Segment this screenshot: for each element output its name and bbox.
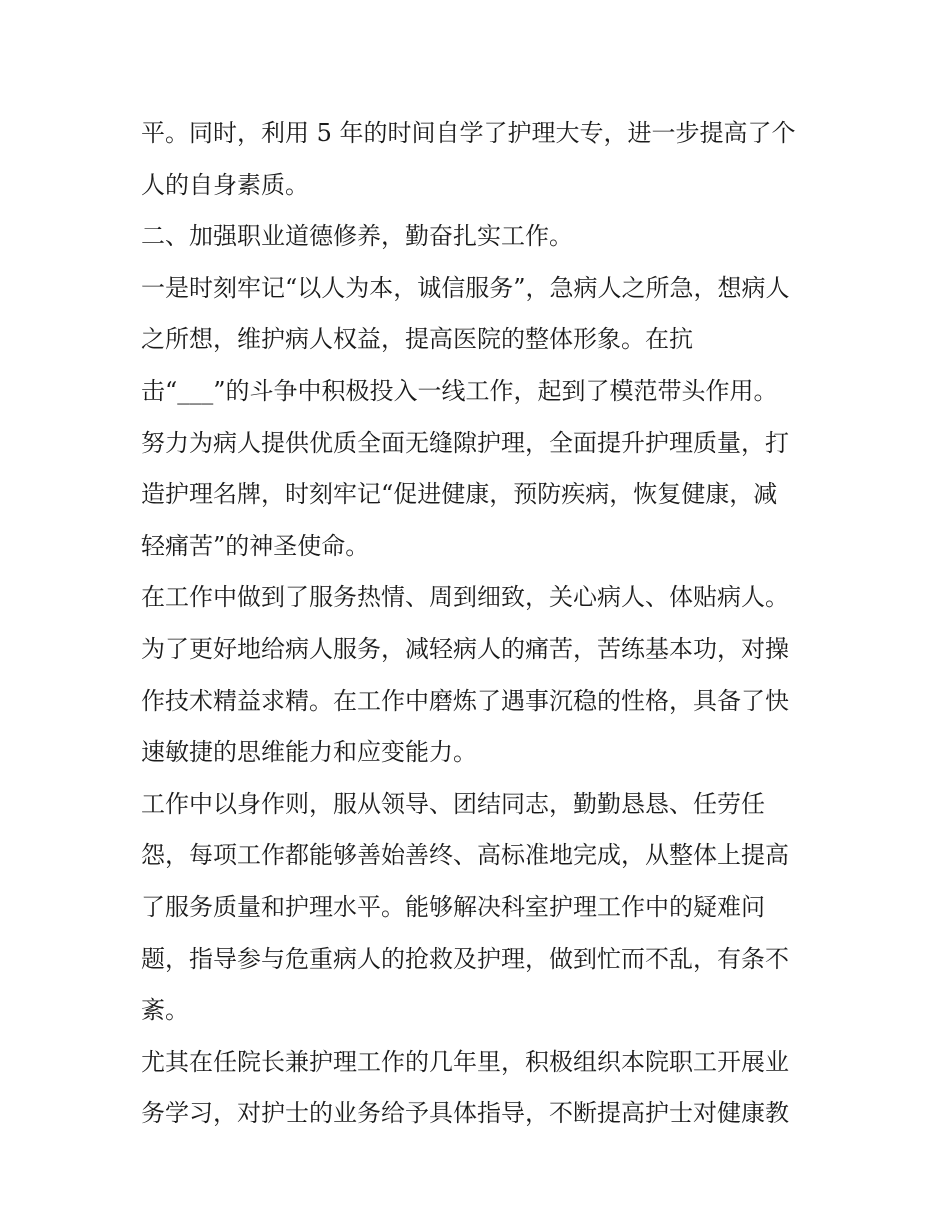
text-line-2: 人的自身素质。 — [141, 170, 309, 199]
text-line-16: 了服务质量和护理水平。能够解决科室护理工作中的疑难问 — [141, 892, 765, 921]
text-line-1: 平。同时，利用 5 年的时间自学了护理大专，进一步提高了个 — [141, 119, 796, 147]
text-line-19: 尤其在任院长兼护理工作的几年里，积极组织本院职工开展业 — [141, 1047, 789, 1076]
text-line-12: 作技术精益求精。在工作中磨炼了遇事沉稳的性格，具备了快 — [141, 686, 789, 715]
text-line-18: 紊。 — [141, 996, 189, 1025]
text-line-8: 造护理名牌，时刻牢记“促进健康，预防疾病，恢复健康，减 — [141, 480, 778, 509]
text-line-10: 在工作中做到了服务热情、周到细致，关心病人、体贴病人。 — [141, 583, 789, 612]
section-heading: 二、加强职业道德修养，勤奋扎实工作。 — [141, 222, 573, 251]
text-line-7: 努力为病人提供优质全面无缝隙护理，全面提升护理质量，打 — [141, 428, 789, 457]
text-line-4: 一是时刻牢记“以人为本，诚信服务”，急病人之所急，想病人 — [141, 273, 790, 302]
text-line-20: 务学习，对护士的业务给予具体指导，不断提高护士对健康教 — [141, 1099, 789, 1128]
text-line-6: 击“___”的斗争中积极投入一线工作，起到了模范带头作用。 — [141, 376, 778, 405]
text-line-9: 轻痛苦”的神圣使命。 — [141, 531, 370, 560]
text-line-5: 之所想，维护病人权益，提高医院的整体形象。在抗 — [141, 325, 693, 354]
text-line-13: 速敏捷的思维能力和应变能力。 — [141, 738, 477, 767]
text-line-14: 工作中以身作则，服从领导、团结同志，勤勤恳恳、任劳任 — [141, 789, 765, 818]
text-line-11: 为了更好地给病人服务，减轻病人的痛苦，苦练基本功，对操 — [141, 634, 789, 663]
text-line-17: 题，指导参与危重病人的抢救及护理，做到忙而不乱，有条不 — [141, 944, 789, 973]
body-text — [141, 108, 821, 1140]
text-line-15: 怨，每项工作都能够善始善终、高标准地完成，从整体上提高 — [141, 841, 789, 870]
